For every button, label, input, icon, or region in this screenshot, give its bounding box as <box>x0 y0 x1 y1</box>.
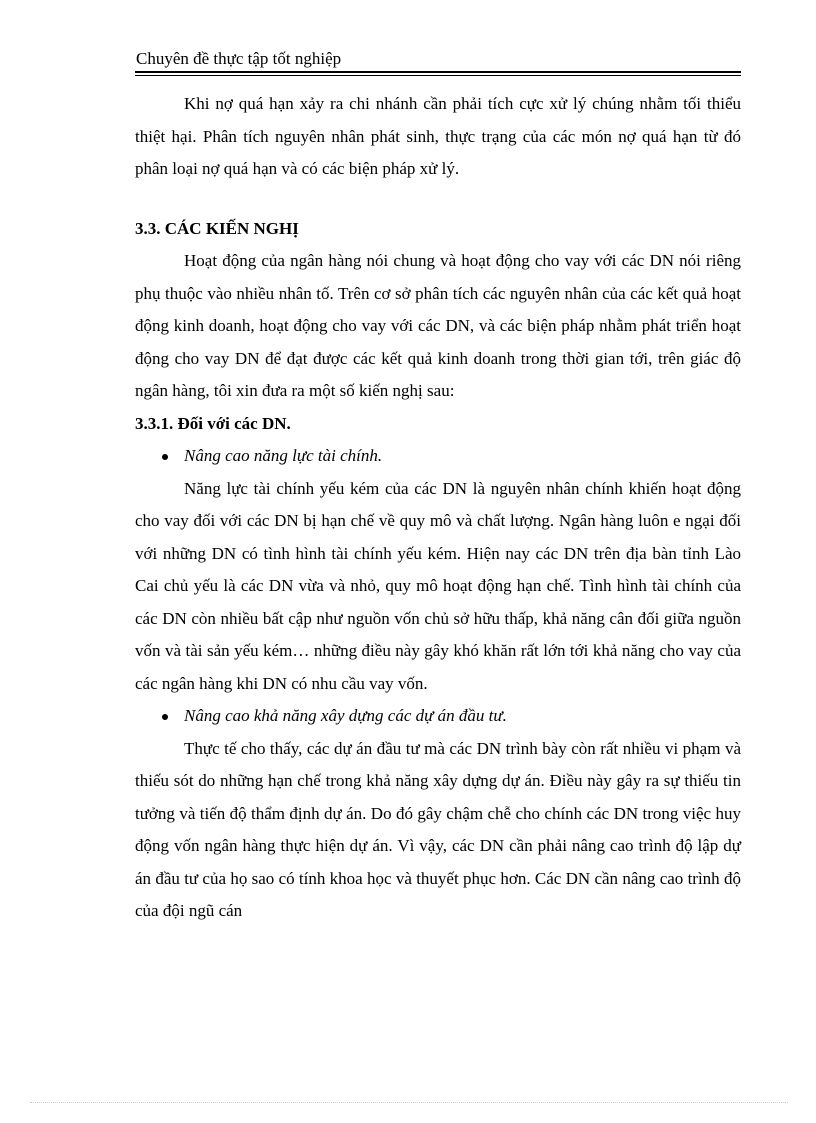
financial-capacity-paragraph: Năng lực tài chính yếu kém của các DN là nguyên nhân chính khiến hoạt động cho vay đối với các DN bị hạn chế về quy mô và chất lượng. Ngân hàng luôn e ngại đối với những DN có tình hình tài chính yếu kém. Hiện nay các DN trên địa bàn tỉnh Lào Cai chủ yếu là các DN vừa và nhỏ, quy mô hoạt động hạn chế. Tình hình tài chính của các DN còn nhiều bất cập như nguồn vốn chủ sở hữu thấp, khả năng cân đối giữa nguồn vốn và tài sản yếu kém… những điều này gây khó khăn rất lớn tới khả năng cho vay của các ngân hàng khi DN có nhu cầu vay vốn. <box>135 478 741 693</box>
bullet-item-project-building <box>135 700 741 733</box>
project-building-paragraph: Thực tế cho thấy, các dự án đầu tư mà các DN trình bày còn rất nhiều vi phạm và thiếu sót do những hạn chế trong khả năng xây dựng dự án. Điều này gây ra sự thiếu tin tưởng và tiến độ thẩm định dự án. Do đó gây chậm chễ cho chính các DN trong việc huy động vốn ngân hàng thực hiện dự án. Vì vậy, các DN cần phải nâng cao trình độ lập dự án đầu tư của họ sao có tính khoa học và thuyết phục hơn. Các DN cần nâng cao trình độ của đội ngũ cán <box>135 738 741 920</box>
document-body <box>135 88 741 928</box>
header-rule-thick <box>135 71 741 73</box>
header-rule-thin <box>135 75 741 76</box>
bullet-dot-icon <box>162 714 168 720</box>
section-spacer <box>135 186 741 213</box>
page-header <box>135 48 741 76</box>
bullet-item-financial-capacity <box>135 440 741 473</box>
section-heading: 3.3. CÁC KIẾN NGHỊ <box>135 218 299 238</box>
footer-dotted-rule <box>30 1102 788 1103</box>
bullet-text: Nâng cao năng lực tài chính. <box>184 446 383 465</box>
intro-paragraph: Khi nợ quá hạn xảy ra chi nhánh cần phải tích cực xử lý chúng nhằm tối thiểu thiệt hại. Phân tích nguyên nhân phát sinh, thực trạng của các món nợ quá hạn từ đó phân loại nợ quá hạn và có các biện pháp xử lý. <box>135 94 741 178</box>
subsection-heading: 3.3.1. Đối với các DN. <box>135 413 291 433</box>
bullet-text: Nâng cao khả năng xây dựng các dự án đầu tư. <box>184 706 507 725</box>
header-title: Chuyên đề thực tập tốt nghiệp <box>136 49 342 68</box>
bullet-dot-icon <box>162 454 168 460</box>
section-paragraph: Hoạt động của ngân hàng nói chung và hoạt động cho vay với các DN nói riêng phụ thuộc vào nhiều nhân tố. Trên cơ sở phân tích các nguyên nhân của các kết quả hoạt động kinh doanh, hoạt động cho vay với các DN, và các biện pháp nhằm phát triển hoạt động cho vay DN để đạt được các kết quả kinh doanh trong thời gian tới, trên giác độ ngân hàng, tôi xin đưa ra một số kiến nghị sau: <box>135 251 741 400</box>
